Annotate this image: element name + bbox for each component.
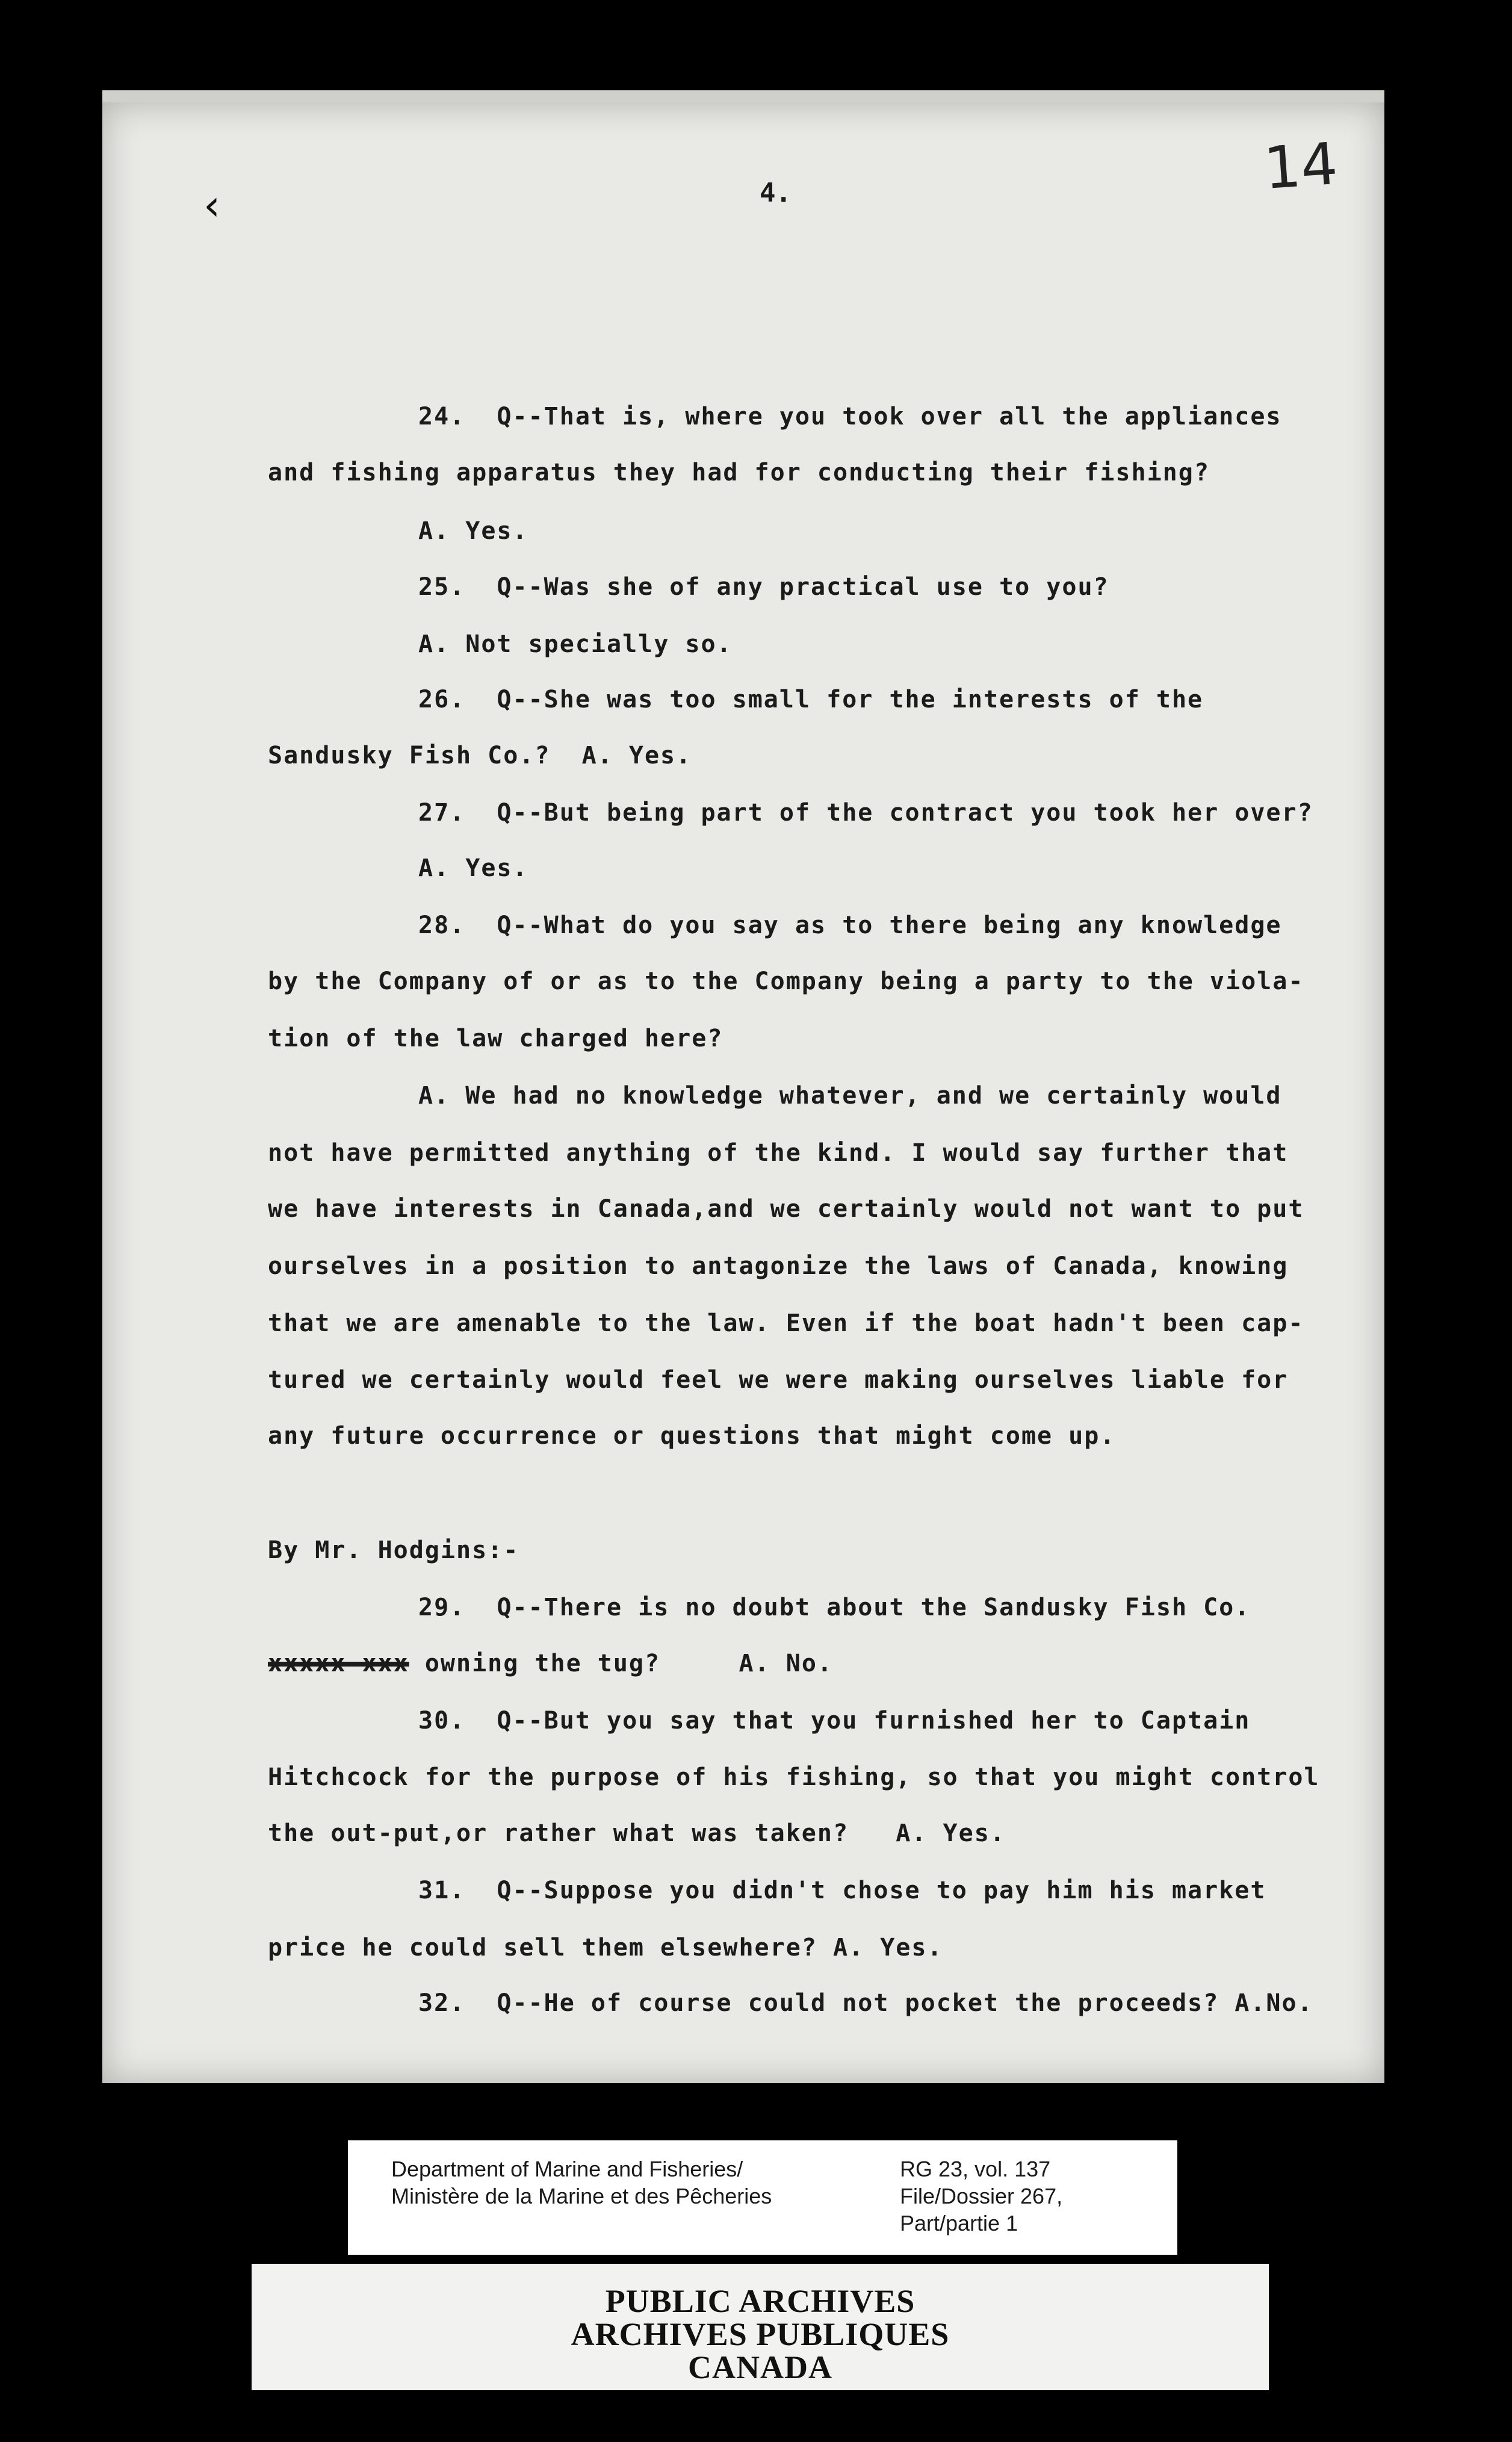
body-line: and fishing apparatus they had for conducting their fishing?	[268, 459, 1210, 486]
body-line: that we are amenable to the law. Even if the boat hadn't been cap-	[268, 1310, 1304, 1337]
body-line: any future occurrence or questions that might come up.	[268, 1422, 1116, 1450]
body-line: tured we certainly would feel we were making ourselves liable for	[268, 1366, 1289, 1394]
body-line: 31. Q--Suppose you didn't chose to pay him his market	[418, 1877, 1266, 1904]
body-line: A. Not specially so.	[418, 630, 733, 658]
body-line: Hitchcock for the purpose of his fishing, so that you might control	[268, 1763, 1320, 1791]
part-partie: Part/partie 1	[900, 2211, 1018, 2235]
body-line: A. We had no knowledge whatever, and we certainly would	[418, 1082, 1282, 1110]
folio-number: 14	[1262, 129, 1340, 203]
record-group-volume: RG 23, vol. 137	[900, 2157, 1051, 2181]
page-number: 4.	[760, 178, 792, 208]
stamp-line-public-archives: PUBLIC ARCHIVES	[605, 2283, 916, 2319]
department-name-en: Department of Marine and Fisheries/	[391, 2157, 743, 2181]
body-line: by the Company of or as to the Company being a party to the viola-	[268, 968, 1304, 995]
body-line: 28. Q--What do you say as to there being any knowledge	[418, 912, 1282, 939]
body-line: 30. Q--But you say that you furnished her to Captain	[418, 1707, 1251, 1735]
margin-mark: ‹	[203, 181, 220, 230]
body-line: ourselves in a position to antagonize the laws of Canada, knowing	[268, 1252, 1289, 1280]
body-line: A. Yes.	[418, 854, 528, 882]
body-line-with-strike	[268, 1651, 833, 1676]
body-line: not have permitted anything of the kind. I would say further that	[268, 1139, 1289, 1167]
struck-out-text: xxxxx xxx	[268, 1650, 409, 1677]
body-line: we have interests in Canada,and we certainly would not want to put	[268, 1195, 1304, 1223]
stamp-line-canada: CANADA	[688, 2349, 832, 2385]
section-heading: By Mr. Hodgins:-	[268, 1536, 519, 1564]
body-line: tion of the law charged here?	[268, 1025, 723, 1052]
body-line: Sandusky Fish Co.? A. Yes.	[268, 742, 692, 769]
body-line: the out-put,or rather what was taken? A. Yes.	[268, 1819, 1006, 1847]
body-line: 25. Q--Was she of any practical use to you?	[418, 573, 1109, 601]
body-line: 29. Q--There is no doubt about the Sandusky Fish Co.	[418, 1594, 1251, 1621]
body-line: 27. Q--But being part of the contract you took her over?	[418, 799, 1313, 827]
department-name-fr: Ministère de la Marine et des Pêcheries	[391, 2184, 772, 2208]
body-line: 24. Q--That is, where you took over all the appliances	[418, 403, 1282, 430]
file-dossier: File/Dossier 267,	[900, 2184, 1063, 2208]
stamp-line-archives-publiques: ARCHIVES PUBLIQUES	[571, 2316, 950, 2352]
body-line: 26. Q--She was too small for the interests of the	[418, 686, 1204, 713]
body-line: price he could sell them elsewhere? A. Yes.	[268, 1934, 943, 1962]
body-line: 32. Q--He of course could not pocket the proceeds? A.No.	[418, 1989, 1313, 2017]
body-line-text: owning the tug? A. No.	[424, 1650, 833, 1677]
body-line: A. Yes.	[418, 517, 528, 545]
